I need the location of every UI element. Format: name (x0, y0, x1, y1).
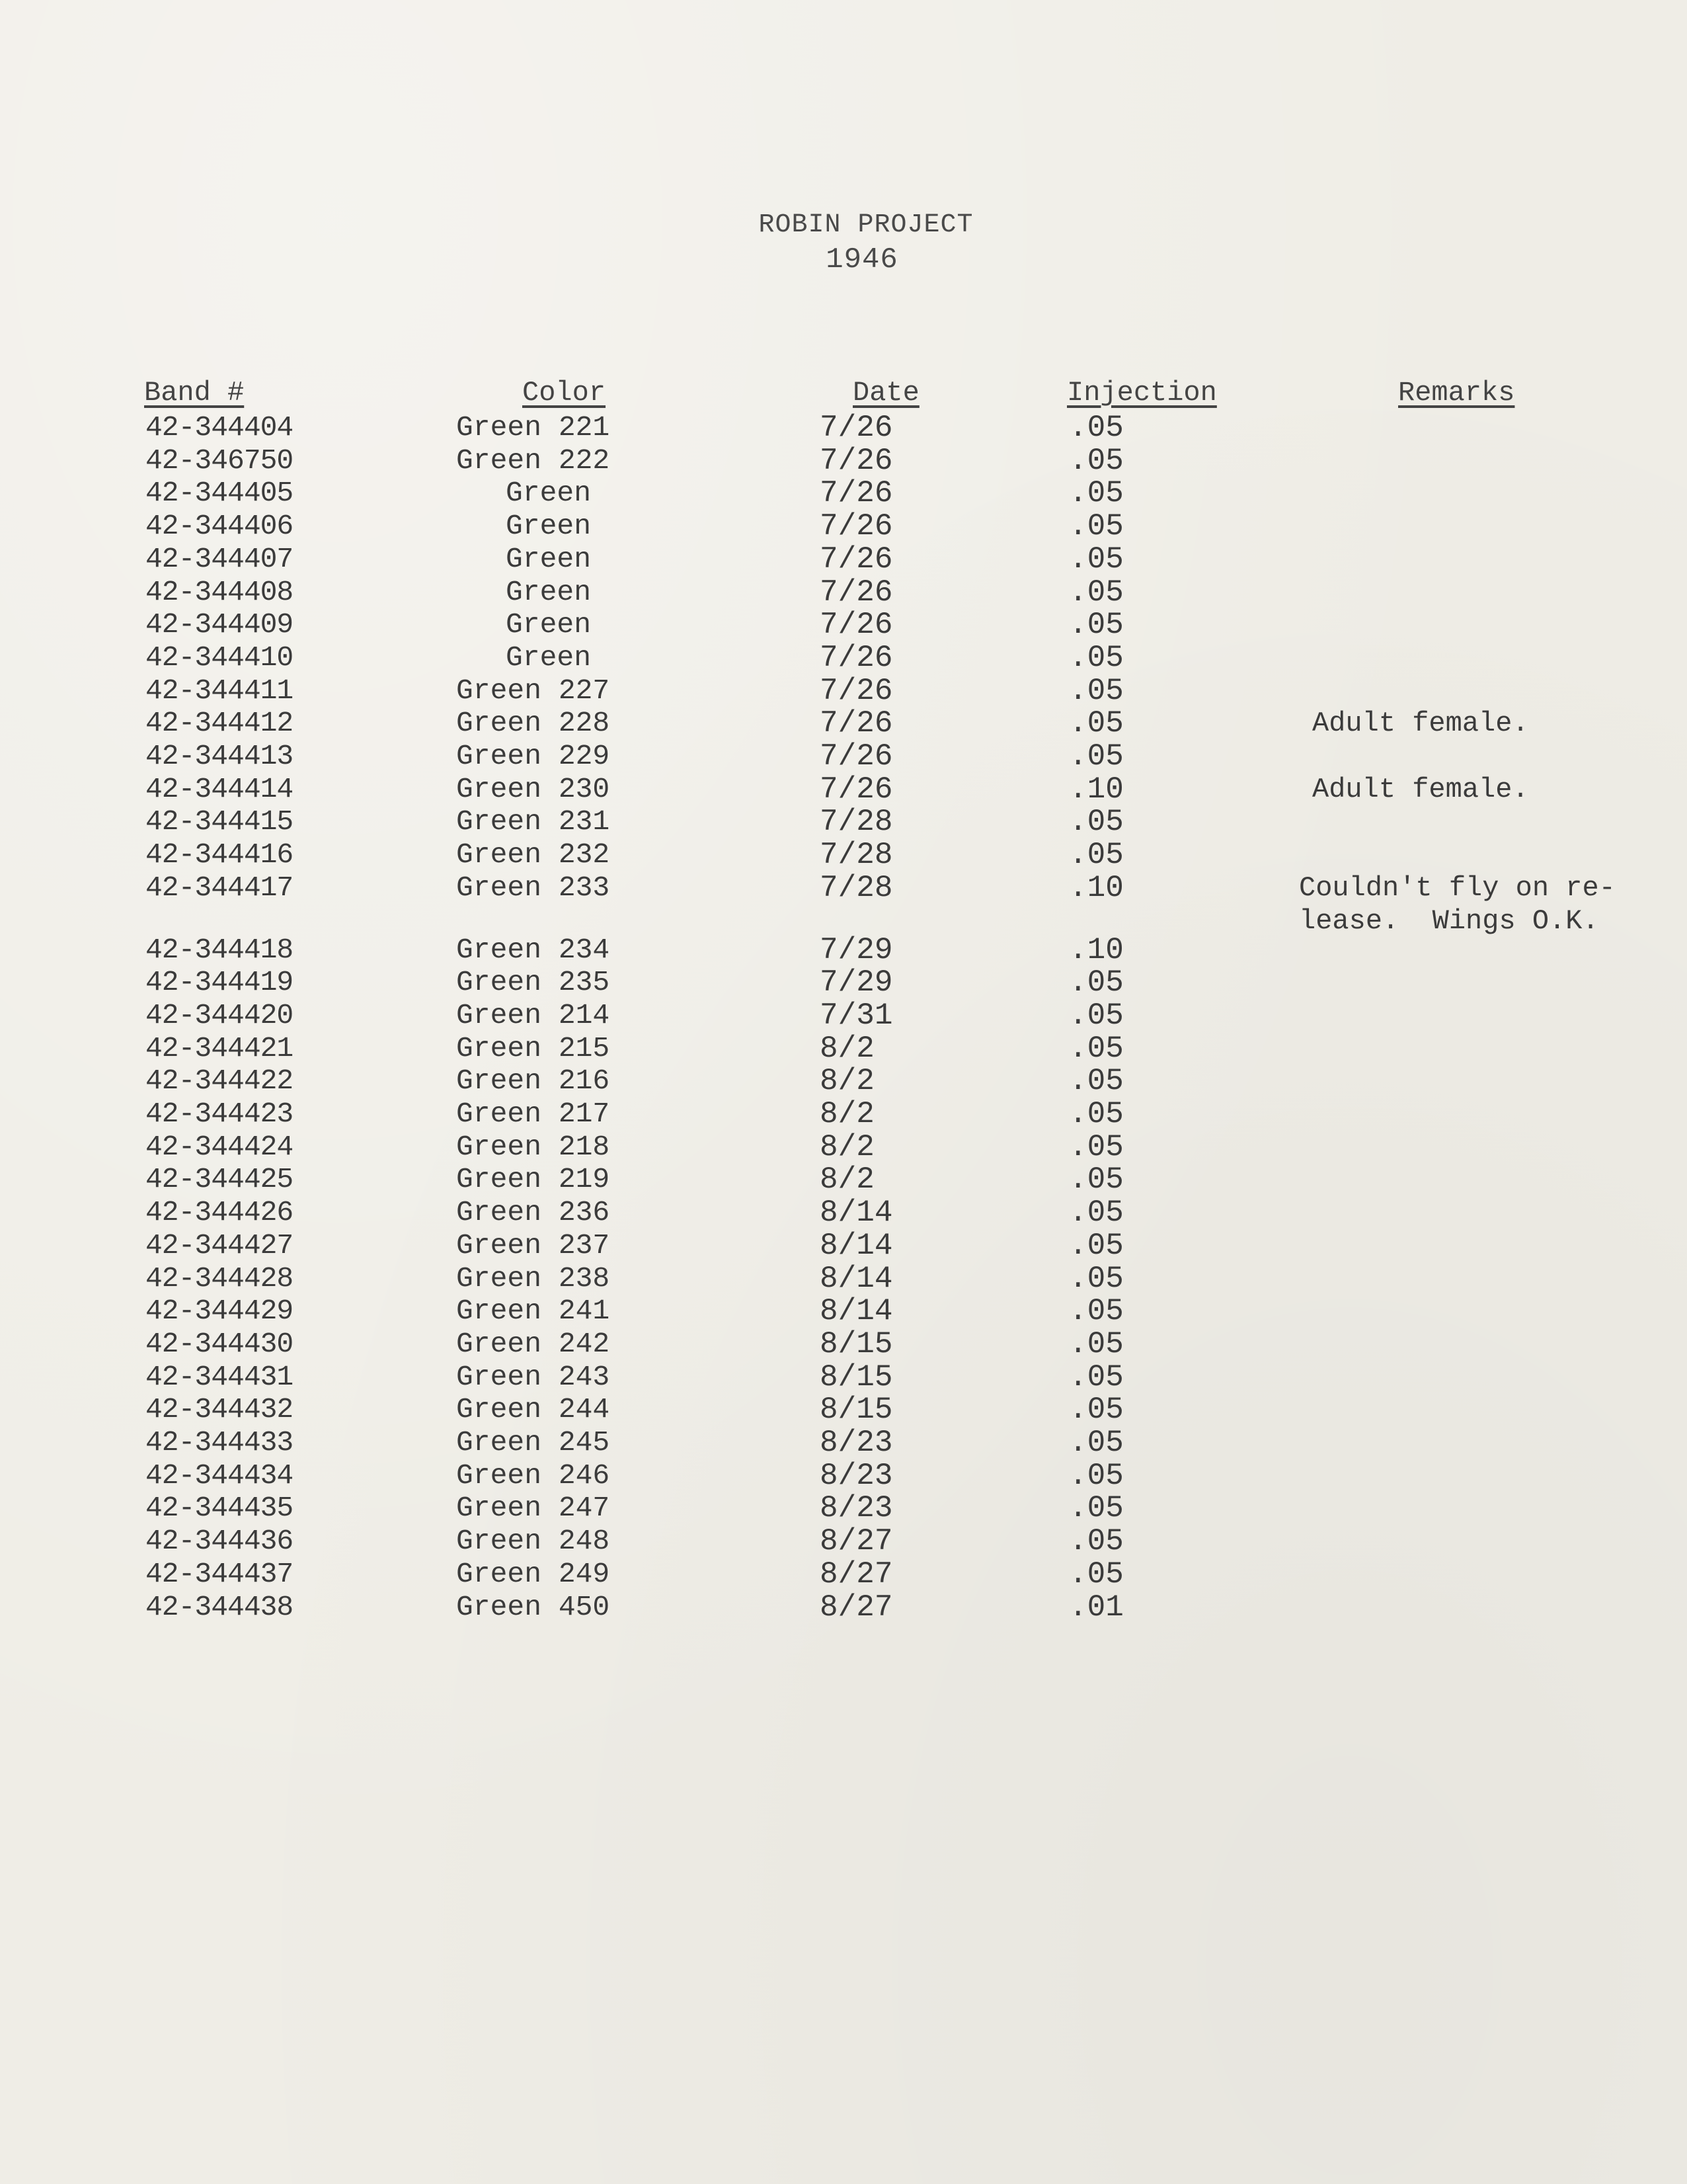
band-number-cell: 42-344427 (145, 1229, 294, 1262)
injection-cell: .05 (1069, 1458, 1124, 1493)
injection-cell: .05 (1069, 443, 1124, 478)
remarks-cell: Couldn't fly on re- lease. Wings O.K. (1299, 871, 1616, 937)
color-cell: Green 215 (456, 1031, 610, 1065)
document-title: ROBIN PROJECT (758, 210, 974, 240)
color-cell: Green (506, 477, 592, 510)
date-cell: 7/28 (820, 838, 893, 873)
color-cell: Green (506, 575, 592, 608)
injection-cell: .05 (1069, 998, 1124, 1033)
band-number-cell: 42-344423 (145, 1098, 294, 1130)
injection-cell: .10 (1069, 932, 1124, 967)
injection-cell: .05 (1069, 673, 1124, 708)
color-cell: Green 235 (456, 966, 610, 999)
date-cell: 7/28 (820, 870, 893, 905)
color-cell: Green 247 (456, 1492, 610, 1525)
injection-cell: .05 (1069, 1294, 1124, 1329)
color-cell: Green 233 (456, 871, 610, 904)
column-header-band: Band # (144, 377, 245, 409)
table-row (0, 1591, 1687, 1624)
injection-cell: .05 (1069, 706, 1124, 741)
table-row (0, 477, 1687, 510)
band-number-cell: 42-344407 (145, 542, 294, 575)
date-cell: 8/27 (820, 1524, 893, 1559)
injection-cell: .05 (1069, 1261, 1124, 1296)
table-row (0, 707, 1687, 740)
date-cell: 8/23 (820, 1426, 893, 1460)
color-cell: Green 450 (456, 1590, 610, 1623)
color-cell: Green (506, 542, 592, 575)
date-cell: 7/26 (820, 509, 893, 544)
date-cell: 7/31 (820, 998, 893, 1033)
color-cell: Green 219 (456, 1163, 610, 1196)
table-row (0, 576, 1687, 609)
table-row (0, 641, 1687, 674)
band-number-cell: 42-344433 (145, 1426, 294, 1459)
table-row (0, 1361, 1687, 1394)
table-row (0, 543, 1687, 576)
table-row (0, 1065, 1687, 1098)
table-row (0, 740, 1687, 773)
band-number-cell: 42-344437 (145, 1557, 294, 1590)
date-cell: 7/26 (820, 542, 893, 577)
injection-cell: .05 (1069, 640, 1124, 675)
table-row (0, 1558, 1687, 1591)
date-cell: 7/26 (820, 608, 893, 643)
table-row (0, 1032, 1687, 1065)
column-header-date: Date (853, 377, 920, 409)
color-cell: Green 231 (456, 805, 610, 838)
table-row (0, 1131, 1687, 1164)
injection-cell: .05 (1069, 1031, 1124, 1066)
injection-cell: .05 (1069, 1129, 1124, 1164)
color-cell: Green (506, 608, 592, 641)
table-row (0, 1262, 1687, 1295)
injection-cell: .05 (1069, 542, 1124, 577)
table-row (0, 1459, 1687, 1492)
band-number-cell: 42-344418 (145, 933, 294, 966)
date-cell: 8/2 (820, 1097, 875, 1131)
date-cell: 8/2 (820, 1064, 875, 1099)
color-cell: Green 248 (456, 1525, 610, 1558)
band-number-cell: 42-344436 (145, 1525, 294, 1558)
date-cell: 8/14 (820, 1228, 893, 1263)
table-row (0, 411, 1687, 444)
band-number-cell: 42-344414 (145, 772, 294, 805)
color-cell: Green 237 (456, 1229, 610, 1262)
color-cell: Green 232 (456, 838, 610, 871)
date-cell: 8/14 (820, 1294, 893, 1329)
date-cell: 8/2 (820, 1162, 875, 1197)
date-cell: 7/26 (820, 575, 893, 610)
color-cell: Green 228 (456, 707, 610, 740)
band-number-cell: 42-344417 (145, 871, 294, 904)
band-number-cell: 42-344435 (145, 1492, 294, 1525)
band-number-cell: 42-344438 (145, 1590, 294, 1623)
band-number-cell: 42-344434 (145, 1459, 294, 1492)
color-cell: Green 242 (456, 1327, 610, 1360)
injection-cell: .05 (1069, 411, 1124, 445)
table-row (0, 934, 1687, 967)
color-cell: Green 241 (456, 1295, 610, 1328)
table-row (0, 1295, 1687, 1328)
injection-cell: .05 (1069, 1524, 1124, 1559)
color-cell: Green 243 (456, 1360, 610, 1393)
color-cell: Green 245 (456, 1426, 610, 1459)
band-number-cell: 42-344432 (145, 1393, 294, 1426)
table-row (0, 1098, 1687, 1131)
date-cell: 8/23 (820, 1491, 893, 1526)
date-cell: 7/28 (820, 805, 893, 840)
table-row (0, 1492, 1687, 1525)
injection-cell: .05 (1069, 608, 1124, 643)
date-cell: 7/26 (820, 640, 893, 675)
column-header-injection: Injection (1067, 377, 1217, 409)
injection-cell: .05 (1069, 1195, 1124, 1231)
band-number-cell: 42-344428 (145, 1262, 294, 1295)
remarks-cell: Adult female. (1312, 773, 1529, 805)
table-row (0, 870, 1687, 937)
band-number-cell: 42-344410 (145, 641, 294, 674)
band-number-cell: 42-344408 (145, 575, 294, 608)
band-number-cell: 42-344424 (145, 1130, 294, 1163)
date-cell: 7/26 (820, 443, 893, 478)
date-cell: 8/27 (820, 1590, 893, 1625)
table-row (0, 1196, 1687, 1229)
band-number-cell: 42-344416 (145, 838, 294, 871)
color-cell: Green 227 (456, 674, 610, 707)
date-cell: 8/2 (820, 1031, 875, 1066)
date-cell: 8/15 (820, 1359, 893, 1395)
date-cell: 8/15 (820, 1393, 893, 1428)
date-cell: 8/14 (820, 1195, 893, 1231)
color-cell: Green 246 (456, 1459, 610, 1492)
band-number-cell: 42-344411 (145, 674, 294, 707)
table-row (0, 1525, 1687, 1558)
band-number-cell: 42-344430 (145, 1327, 294, 1360)
color-cell: Green 234 (456, 933, 610, 966)
injection-cell: .05 (1069, 805, 1124, 840)
date-cell: 7/26 (820, 411, 893, 445)
color-cell: Green 230 (456, 772, 610, 805)
table-row (0, 999, 1687, 1032)
table-row (0, 1163, 1687, 1196)
injection-cell: .05 (1069, 509, 1124, 544)
color-cell: Green 229 (456, 740, 610, 772)
color-cell: Green 214 (456, 998, 610, 1031)
column-header-remarks: Remarks (1398, 377, 1515, 409)
injection-cell: .05 (1069, 739, 1124, 774)
injection-cell: .05 (1069, 965, 1124, 1000)
injection-cell: .10 (1069, 772, 1124, 807)
injection-cell: .05 (1069, 575, 1124, 610)
band-number-cell: 42-344421 (145, 1031, 294, 1065)
table-row (0, 1393, 1687, 1426)
date-cell: 7/29 (820, 932, 893, 967)
date-cell: 8/15 (820, 1326, 893, 1361)
band-number-cell: 42-344419 (145, 966, 294, 999)
band-number-cell: 42-344422 (145, 1065, 294, 1098)
color-cell: Green (506, 641, 592, 674)
color-cell: Green 249 (456, 1557, 610, 1590)
color-cell: Green 218 (456, 1130, 610, 1163)
band-number-cell: 42-344429 (145, 1295, 294, 1328)
band-number-cell: 42-344413 (145, 740, 294, 772)
band-number-cell: 42-344404 (145, 411, 294, 444)
date-cell: 8/27 (820, 1557, 893, 1592)
table-row (0, 444, 1687, 477)
band-number-cell: 42-344405 (145, 477, 294, 510)
band-number-cell: 42-344415 (145, 805, 294, 838)
date-cell: 7/26 (820, 739, 893, 774)
injection-cell: .05 (1069, 1064, 1124, 1099)
remarks-cell: Adult female. (1312, 708, 1529, 740)
table-row (0, 966, 1687, 999)
injection-cell: .05 (1069, 1491, 1124, 1526)
band-number-cell: 42-344431 (145, 1360, 294, 1393)
date-cell: 7/29 (820, 965, 893, 1000)
band-number-cell: 42-344412 (145, 707, 294, 740)
table-row (0, 674, 1687, 708)
color-cell: Green 221 (456, 411, 610, 444)
color-cell: Green 236 (456, 1196, 610, 1229)
injection-cell: .05 (1069, 1393, 1124, 1428)
date-cell: 7/26 (820, 706, 893, 741)
document-year: 1946 (826, 243, 898, 276)
injection-cell: .10 (1069, 870, 1124, 905)
date-cell: 7/26 (820, 476, 893, 511)
table-row (0, 773, 1687, 806)
injection-cell: .05 (1069, 1426, 1124, 1460)
table-row (0, 838, 1687, 871)
injection-cell: .05 (1069, 1326, 1124, 1361)
injection-cell: .05 (1069, 1359, 1124, 1395)
injection-cell: .01 (1069, 1590, 1124, 1625)
color-cell: Green 238 (456, 1262, 610, 1295)
date-cell: 7/26 (820, 772, 893, 807)
band-number-cell: 42-344425 (145, 1163, 294, 1196)
table-row (0, 1426, 1687, 1459)
table-row (0, 608, 1687, 641)
date-cell: 8/14 (820, 1261, 893, 1296)
date-cell: 8/23 (820, 1458, 893, 1493)
injection-cell: .05 (1069, 1162, 1124, 1197)
band-number-cell: 42-344420 (145, 998, 294, 1031)
injection-cell: .05 (1069, 1097, 1124, 1131)
band-number-cell: 42-344409 (145, 608, 294, 641)
table-row (0, 510, 1687, 543)
band-number-cell: 42-344426 (145, 1196, 294, 1229)
color-cell: Green 222 (456, 444, 610, 477)
injection-cell: .05 (1069, 838, 1124, 873)
injection-cell: .05 (1069, 1557, 1124, 1592)
band-number-cell: 42-344406 (145, 510, 294, 543)
date-cell: 8/2 (820, 1129, 875, 1164)
table-row (0, 1328, 1687, 1361)
color-cell: Green 244 (456, 1393, 610, 1426)
injection-cell: .05 (1069, 1228, 1124, 1263)
band-number-cell: 42-346750 (145, 444, 294, 477)
color-cell: Green 216 (456, 1065, 610, 1098)
table-row (0, 1229, 1687, 1262)
date-cell: 7/26 (820, 673, 893, 708)
column-header-color: Color (522, 377, 606, 409)
table-row (0, 805, 1687, 838)
injection-cell: .05 (1069, 476, 1124, 511)
color-cell: Green 217 (456, 1098, 610, 1130)
color-cell: Green (506, 510, 592, 543)
